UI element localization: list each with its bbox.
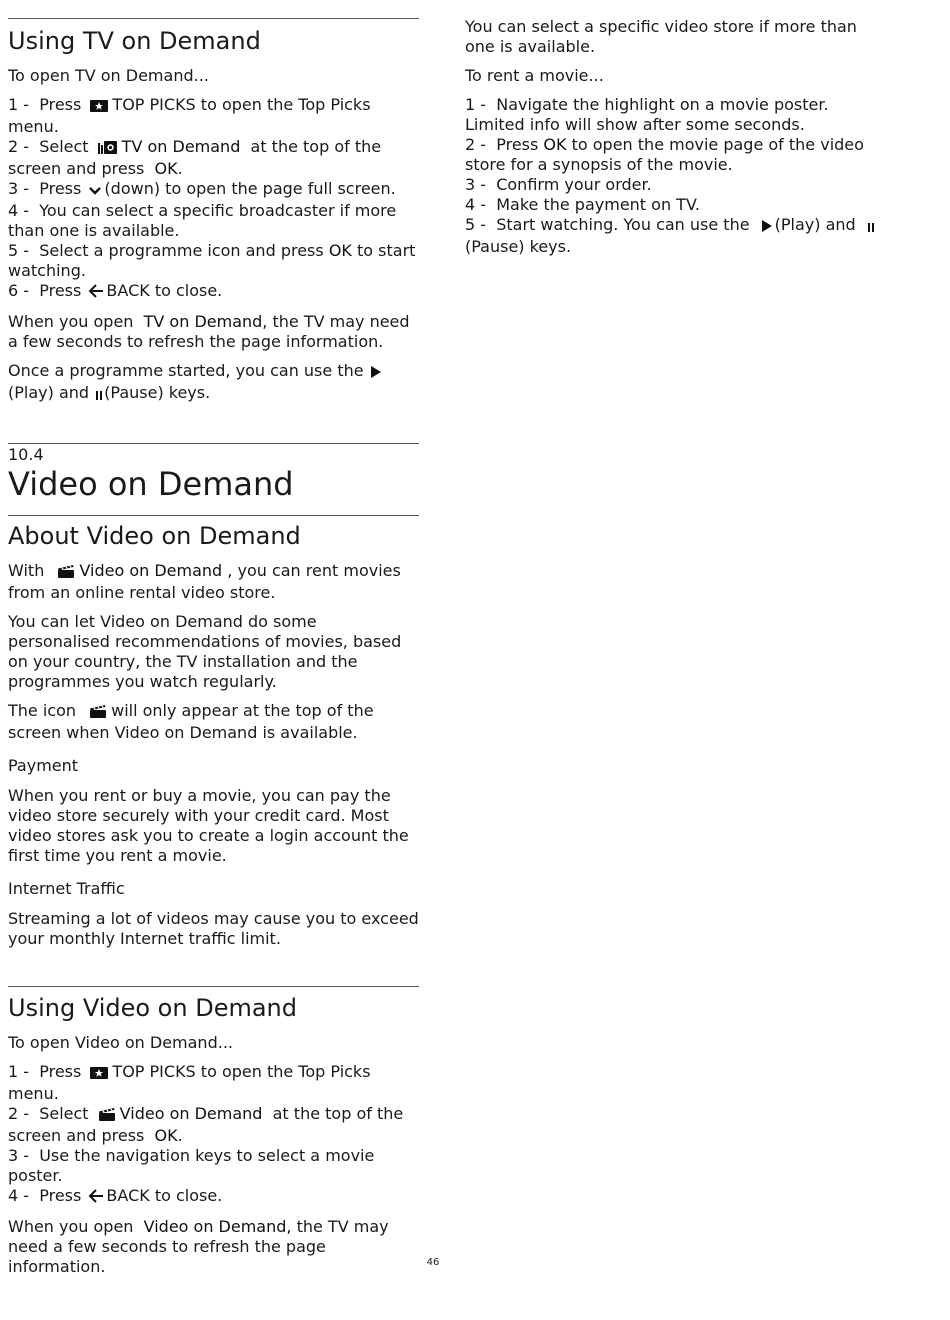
clapperboard-icon bbox=[89, 703, 107, 723]
steps-list bbox=[8, 95, 419, 303]
play-icon bbox=[370, 363, 382, 383]
list-item: 3 - Press (down) to open the page full screen. bbox=[8, 179, 419, 201]
subheading-internet-traffic: Internet Traffic bbox=[8, 879, 125, 898]
subheading-payment: Payment bbox=[8, 756, 79, 775]
pause-icon bbox=[867, 217, 875, 237]
list-item: 2 - Select TV on Demand at the top of the screen and press OK. bbox=[8, 137, 382, 178]
top-picks-icon bbox=[90, 1064, 108, 1084]
play-icon bbox=[761, 217, 773, 237]
back-arrow-icon bbox=[88, 283, 104, 303]
paragraph: You can let Video on Demand do some personalised recommendations of movies, based on your country, the TV installation and the programmes you watch regularly. bbox=[8, 612, 402, 691]
steps-list bbox=[8, 1062, 419, 1208]
paragraph: You can select a specific video store if more than one is available. bbox=[465, 17, 857, 56]
list-item: 1 - Press TOP PICKS to open the Top Picks menu. bbox=[8, 1062, 371, 1103]
list-item: 2 - Select Video on Demand at the top of the screen and press OK. bbox=[8, 1104, 404, 1145]
left-column bbox=[8, 0, 419, 1277]
list-item: 3 - Use the navigation keys to select a movie poster. bbox=[8, 1146, 375, 1185]
list-item: 5 - Select a programme icon and press OK to start watching. bbox=[8, 241, 416, 280]
right-column bbox=[465, 17, 880, 257]
heading-using-tv-on-demand: Using TV on Demand bbox=[8, 27, 261, 55]
back-arrow-icon bbox=[88, 1188, 104, 1208]
paragraph: When you rent or buy a movie, you can pay the video store securely with your credit card. Most video stores ask you to create a login account the first time you rent a movie. bbox=[8, 786, 409, 865]
list-item: 3 - Confirm your order. bbox=[465, 175, 652, 194]
heading-using-video-on-demand: Using Video on Demand bbox=[8, 994, 297, 1022]
clapperboard-icon bbox=[98, 1106, 116, 1126]
list-item: 4 - Make the payment on TV. bbox=[465, 195, 700, 214]
section-rule bbox=[8, 515, 419, 516]
list-item: 2 - Press OK to open the movie page of the video store for a synopsis of the movie. bbox=[465, 135, 864, 174]
list-item: 6 - Press BACK to close. bbox=[8, 281, 419, 303]
intro-text: To open Video on Demand... bbox=[8, 1033, 233, 1052]
chevron-down-icon bbox=[88, 181, 102, 201]
list-item: 1 - Press TOP PICKS to open the Top Picks menu. bbox=[8, 95, 371, 136]
section-rule bbox=[8, 443, 419, 444]
section-title: Video on Demand bbox=[8, 465, 294, 503]
list-item: 4 - Press BACK to close. bbox=[8, 1186, 419, 1208]
tv-on-demand-icon bbox=[98, 139, 118, 159]
paragraph: With Video on Demand , you can rent movies from an online rental video store. bbox=[8, 561, 401, 602]
pause-icon bbox=[95, 385, 103, 405]
heading-about-video-on-demand: About Video on Demand bbox=[8, 522, 301, 550]
top-picks-icon bbox=[90, 97, 108, 117]
intro-text: To open TV on Demand... bbox=[8, 66, 209, 85]
section-number: 10.4 bbox=[8, 445, 44, 464]
list-item: 1 - Navigate the highlight on a movie poster. Limited info will show after some seconds. bbox=[465, 95, 829, 134]
list-item: 4 - You can select a specific broadcaster if more than one is available. bbox=[8, 201, 397, 240]
note-text: Once a programme started, you can use the (Play) and (Pause) keys. bbox=[8, 361, 419, 405]
page-number: 46 bbox=[426, 1257, 440, 1268]
steps-list bbox=[465, 95, 880, 257]
list-item: 5 - Start watching. You can use the (Play) and (Pause) keys. bbox=[465, 215, 880, 257]
clapperboard-icon bbox=[57, 563, 75, 583]
paragraph: Streaming a lot of videos may cause you to exceed your monthly Internet traffic limit. bbox=[8, 909, 419, 948]
intro-text: To rent a movie... bbox=[465, 66, 604, 85]
paragraph: The icon will only appear at the top of the screen when Video on Demand is available. bbox=[8, 701, 374, 742]
section-rule bbox=[8, 18, 419, 19]
note-text: When you open Video on Demand, the TV may need a few seconds to refresh the page information. bbox=[8, 1217, 389, 1276]
section-rule bbox=[8, 986, 419, 987]
note-text: When you open TV on Demand, the TV may need a few seconds to refresh the page information. bbox=[8, 312, 410, 351]
